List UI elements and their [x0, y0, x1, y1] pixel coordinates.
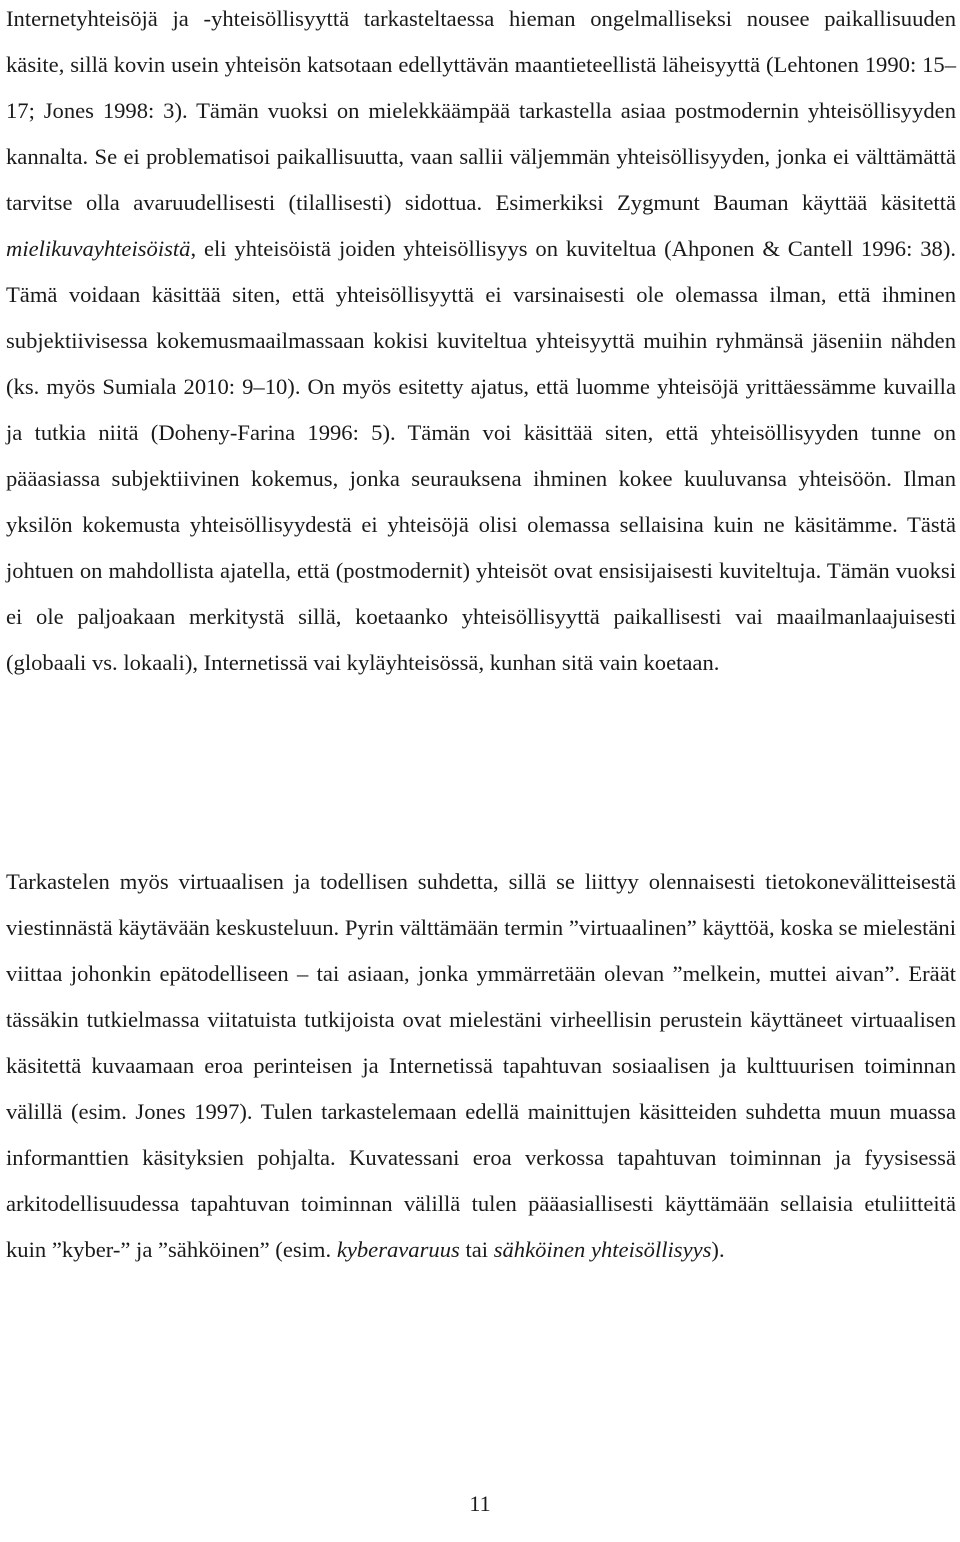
paragraph-2-italic-term-2: sähköinen yhteisöllisyys [493, 1237, 712, 1262]
paragraph-1-text-2: , eli yhteisöistä joiden yhteisöllisyys on kuviteltua (Ahponen & Cantell 1996: 38). Tämä voidaan käsittää siten, että yhteisöllisyyttä ei varsinaisesti ole olemassa ilman, että ihminen subjektiivisessa kokemusmaailmassaan kokisi kuviteltua yhteisyyttä muihin ryhmänsä jäseniin nähden (ks. myös Sumiala 2010: 9–10). On myös esitetty ajatus, että luomme yhteisöjä yrittäessämme kuvailla ja tutkia niitä (Doheny-Farina 1996: 5). Tämän voi käsittää siten, että yhteisöllisyyden tunne on pääasiassa subjektiivinen kokemus, jonka seurauksena ihminen kokee kuuluvansa yhteisöön. Ilman yksilön kokemusta yhteisöllisyydestä ei yhteisöjä olisi olemassa sellaisina kuin ne käsitämme. Tästä johtuen on mahdollista ajatella, että (postmodernit) yhteisöt ovat ensisijaisesti kuviteltuja. Tämän vuoksi ei ole paljoakaan merkitystä sillä, koetaanko yhteisöllisyyttä paikallisesti vai maailmanlaajuisesti (globaali vs. lokaali), Internetissä vai kyläyhteisössä, kunhan sitä vain koetaan. [6, 236, 956, 675]
paragraph-2-text-3: ). [711, 1237, 725, 1262]
paragraph-2-text-1: Tarkastelen myös virtuaalisen ja todellisen suhdetta, sillä se liittyy olennaisesti tietokonevälitteisestä viestinnästä käytävään keskusteluun. Pyrin välttämään termin ”virtuaalinen” käyttöä, koska se mielestäni viittaa johonkin epätodelliseen – tai asiaan, jonka ymmärretään olevan ”melkein, muttei aivan”. Eräät tässäkin tutkielmassa viitatuista tutkijoista ovat mielestäni virheellisin perustein käyttäneet virtuaalisen käsitettä kuvaamaan eroa perinteisen ja Internetissä tapahtuvan sosiaalisen ja kulttuurisen toiminnan välillä (esim. Jones 1997). Tulen tarkastelemaan edellä mainittujen käsitteiden suhdetta muun muassa informanttien käsityksien pohjalta. Kuvatessani eroa verkossa tapahtuvan toiminnan ja fyysisessä arkitodellisuudessa tapahtuvan toiminnan välillä tulen pääasiallisesti käyttämään sellaisia etuliitteitä kuin ”kyber-” ja ”sähköinen” (esim. [6, 869, 956, 1262]
paragraph-2-text-2: tai [459, 1237, 494, 1262]
paragraph-1-text-1: Internetyhteisöjä ja -yhteisöllisyyttä tarkasteltaessa hieman ongelmalliseksi nousee paikallisuuden käsite, sillä kovin usein yhteisön katsotaan edellyttävän maantieteellistä läheisyyttä (Lehtonen 1990: 15–17; Jones 1998: 3). Tämän vuoksi on mielekkäämpää tarkastella asiaa postmodernin yhteisöllisyyden kannalta. Se ei problematisoi paikallisuutta, vaan sallii väljemmän yhteisöllisyyden, jonka ei välttämättä tarvitse olla avaruudellisesti (tilallisesti) sidottua. Esimerkiksi Zygmunt Bauman käyttää käsitettä [6, 6, 956, 215]
paragraph-1-italic-term: mielikuvayhteisöistä [6, 236, 191, 261]
body-paragraph-1 [6, 0, 956, 686]
paragraph-2-italic-term-1: kyberavaruus [336, 1237, 460, 1262]
page-number: 11 [469, 1491, 491, 1516]
body-paragraph-2 [6, 859, 956, 1273]
